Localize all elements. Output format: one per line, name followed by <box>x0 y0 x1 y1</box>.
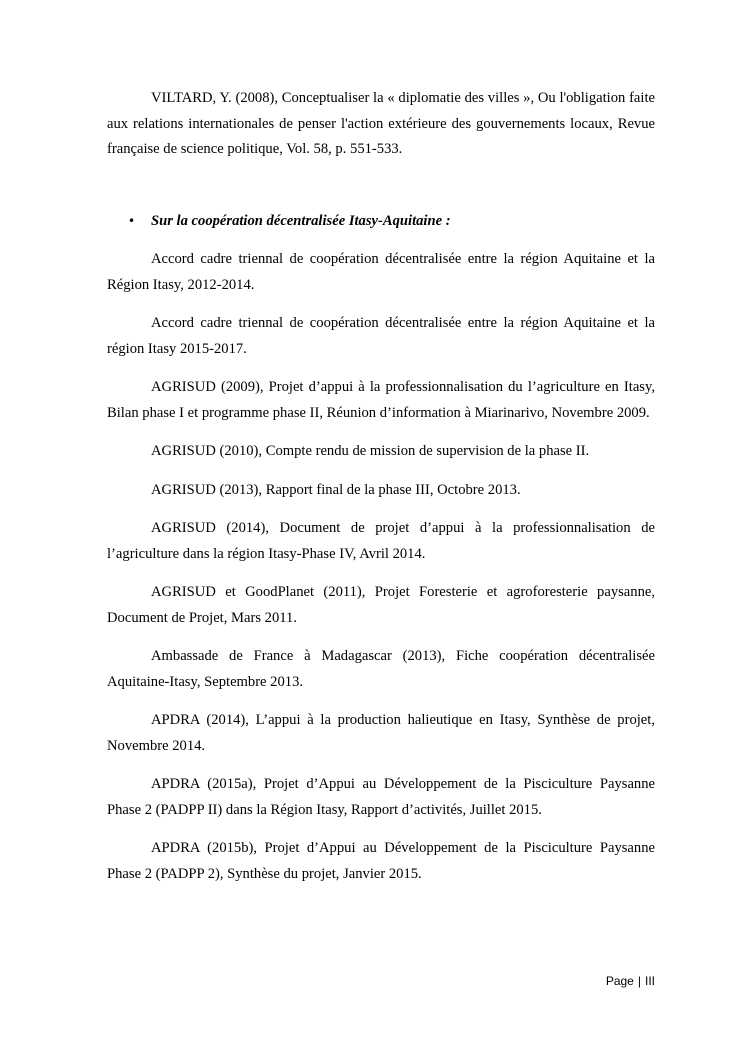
bibliography-entry: APDRA (2015a), Projet d’Appui au Développement de la Pisciculture Paysanne Phase 2 (PADPP II) dans la Région Itasy, Rapport d’activités, Juillet 2015. <box>107 776 655 818</box>
bibliography-entry: Accord cadre triennal de coopération décentralisée entre la région Aquitaine et la Région Itasy, 2012-2014. <box>107 251 655 293</box>
bibliography-entry: APDRA (2015b), Projet d’Appui au Développement de la Pisciculture Paysanne Phase 2 (PADPP 2), Synthèse du projet, Janvier 2015. <box>107 840 655 882</box>
bibliography-entry: Ambassade de France à Madagascar (2013), Fiche coopération décentralisée Aquitaine-Itasy, Septembre 2013. <box>107 648 655 690</box>
bibliography-entry: APDRA (2014), L’appui à la production halieutique en Itasy, Synthèse de projet, Novembre 2014. <box>107 712 655 754</box>
page-label: Page <box>605 974 634 988</box>
bibliography-entry: AGRISUD (2013), Rapport final de la phase III, Octobre 2013. <box>151 481 521 498</box>
bibliography-entry: VILTARD, Y. (2008), Conceptualiser la « diplomatie des villes », Ou l'obligation faite aux relations internationales de penser l'action extérieure des gouvernements locaux, Revue française de science politique, Vol. 58, p. 551-533. <box>107 90 655 157</box>
bibliography-entry: AGRISUD (2010), Compte rendu de mission de supervision de la phase II. <box>151 443 590 459</box>
section-heading-text: Sur la coopération décentralisée Itasy-Aquitaine : <box>151 212 451 229</box>
bibliography-entry: AGRISUD (2014), Document de projet d’appui à la professionnalisation de l’agriculture dans la région Itasy-Phase IV, Avril 2014. <box>107 520 655 562</box>
page-number: III <box>644 974 655 988</box>
page-content <box>107 86 655 887</box>
bibliography-entry: AGRISUD (2009), Projet d’appui à la professionnalisation du l’agriculture en Itasy, Bilan phase I et programme phase II, Réunion d’information à Miarinarivo, Novembre 2009. <box>107 379 655 421</box>
bibliography-entry: Accord cadre triennal de coopération décentralisée entre la région Aquitaine et la région Itasy 2015-2017. <box>107 315 655 357</box>
bibliography-entry: AGRISUD et GoodPlanet (2011), Projet Foresterie et agroforesterie paysanne, Document de Projet, Mars 2011. <box>107 584 655 626</box>
bullet-icon: • <box>128 213 136 228</box>
page-footer <box>606 974 655 988</box>
footer-separator: | <box>637 974 641 988</box>
section-heading <box>107 209 655 235</box>
